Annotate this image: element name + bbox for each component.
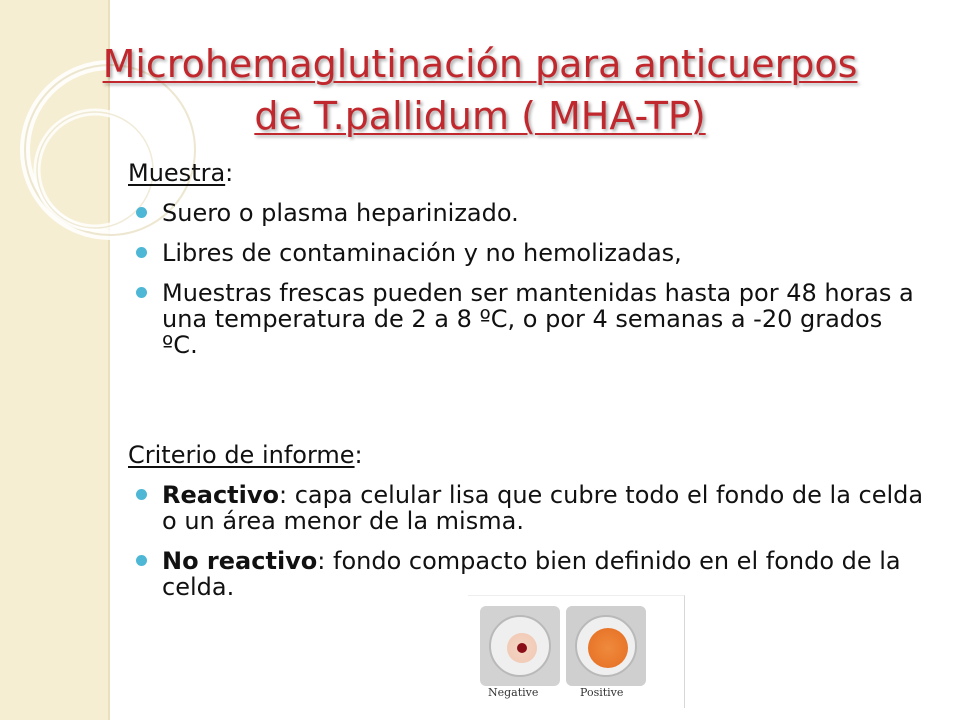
- sample-item-text: Muestras frescas pueden ser mantenidas hasta por 48 horas a una temperatura de 2 a 8 ºC, o por 4 semanas a -20 grados ºC.: [162, 279, 914, 359]
- positive-label: Positive: [580, 686, 624, 699]
- sample-bullet-list: [134, 200, 924, 372]
- sample-heading: [128, 158, 233, 188]
- report-desc: : fondo compacto bien definido en el fondo de la celda.: [162, 547, 901, 601]
- sample-heading-colon: :: [225, 159, 234, 187]
- negative-cell-button: [517, 643, 527, 653]
- agglutination-wells-image: [468, 595, 685, 708]
- positive-well: [566, 606, 646, 686]
- list-item: [134, 240, 924, 266]
- bullet-icon: [136, 207, 147, 218]
- report-desc: : capa celular lisa que cubre todo el fondo de la celda o un área menor de la misma.: [162, 481, 924, 535]
- well-ring: [575, 615, 637, 677]
- bullet-icon: [136, 247, 147, 258]
- negative-label: Negative: [488, 686, 539, 699]
- sample-item-text: Libres de contaminación y no hemolizadas,: [162, 239, 682, 267]
- report-heading-colon: :: [354, 441, 363, 469]
- sample-item-text: Suero o plasma heparinizado.: [162, 199, 519, 227]
- bullet-icon: [136, 489, 147, 500]
- report-term: No reactivo: [162, 547, 318, 575]
- report-heading: [128, 440, 363, 470]
- positive-mat-pattern: [588, 628, 628, 668]
- sample-heading-label: Muestra: [128, 159, 226, 187]
- slide-title: [60, 38, 900, 142]
- negative-well: [480, 606, 560, 686]
- bullet-icon: [136, 287, 147, 298]
- list-item: [134, 200, 924, 226]
- list-item: [134, 482, 924, 534]
- report-heading-label: Criterio de informe: [128, 441, 355, 469]
- title-line-1: Microhemaglutinación para anticuerpos: [102, 42, 858, 86]
- list-item: [134, 548, 924, 600]
- list-item: [134, 280, 924, 358]
- title-line-2: de T.pallidum ( MHA-TP): [254, 94, 706, 138]
- bullet-icon: [136, 555, 147, 566]
- well-ring: [489, 615, 551, 677]
- report-term: Reactivo: [162, 481, 280, 509]
